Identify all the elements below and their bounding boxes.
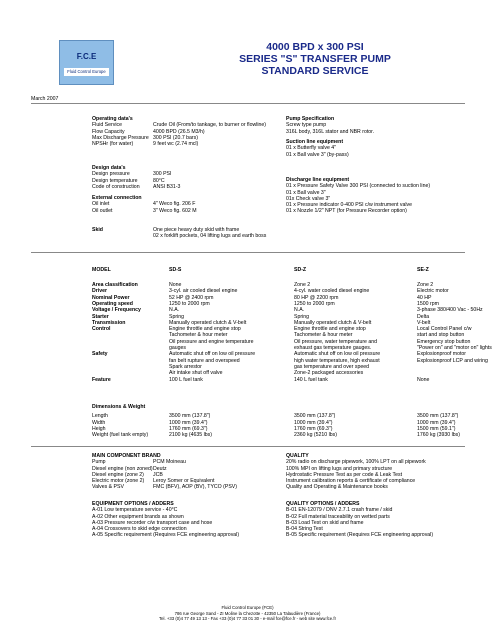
quality-section	[286, 453, 426, 491]
cell-line: Air intake shut off valve	[169, 370, 223, 377]
dimension-label: Heigh	[92, 425, 106, 432]
option-line: A-05 Specific requirement (Requires FCE engineering approval)	[92, 532, 240, 539]
cell-line: Explosionproof LCP and wiring	[417, 357, 488, 364]
spec-row: Flow Capacity 4000 BPD (26.5 M3/h)	[92, 128, 205, 135]
cell-line: Zone 2	[294, 282, 311, 288]
cell-line: Manually operated clutch & V-belt	[169, 319, 247, 326]
quality-line: Hydrostatic Pressure Test as per code & Leak Test	[286, 471, 403, 478]
suction-heading: Suction line equipment	[286, 139, 344, 145]
external-section	[92, 195, 197, 214]
cell-line: Engine throttle and engine stop	[294, 326, 366, 333]
pump-spec-heading: Pump Specification	[286, 116, 335, 122]
model-row-label: Area classification	[92, 282, 138, 288]
cell-line: gas temperature and over speed	[294, 363, 369, 370]
cell-line: 1250 to 2000 rpm	[294, 300, 335, 307]
spec-row: Fluid Service Crude Oil (From/to tankage, to burner or flowline)	[92, 122, 267, 129]
dimension-sds: 2100 kg (4635 lbs)	[169, 432, 212, 439]
dimension-sds: 3500 mm (137.8")	[169, 413, 211, 420]
cell-line: 52 HP @ 2400 rpm	[169, 294, 214, 301]
quality-line: 20% radio on discharge pipework, 100% LPT on all pipework	[286, 459, 426, 466]
cell-line: 100 L fuel tank	[169, 376, 203, 383]
spec-row: Design pressure 300 PSI	[92, 171, 172, 178]
cell-line: Local Control Panel c/w	[417, 326, 472, 333]
model-cell-sez	[417, 377, 429, 383]
dimension-sdz: 3500 mm (137.8")	[294, 413, 336, 420]
dimension-label: Weight (fuel tank empty)	[92, 432, 149, 439]
cell-line: 40 HP	[417, 294, 432, 301]
model-header-sez: SE-Z	[417, 267, 429, 273]
cell-line: V-belt	[417, 319, 431, 326]
cell-line: Automatic shut off on low oil pressure	[294, 351, 381, 358]
cell-line: 140 L fuel tank	[294, 376, 328, 383]
cell-line: Electric motor	[417, 288, 449, 295]
dimension-sez: 1500 mm (59.1")	[417, 425, 456, 432]
cell-line: Oil pressure and engine temperature	[169, 338, 254, 345]
option-line: B-01 EN-12079 / DNV 2.7.1 crash frame / skid	[286, 507, 393, 514]
quality-line: 100% MPI on lifting lugs and primary structure	[286, 465, 393, 472]
cell-line: Tachometer & hour meter	[169, 332, 228, 339]
cell-line: Zone 2	[417, 282, 434, 288]
dimension-sds: 1000 mm (39.4")	[169, 419, 208, 426]
cell-line: None	[417, 376, 430, 383]
cell-line: Zone-2 packaged accessories	[294, 370, 364, 377]
cell-line: high water temperature, high exhaust	[294, 357, 380, 364]
quality-options-section	[286, 501, 433, 539]
cell-line: Spring	[294, 313, 309, 320]
spec-line: 01 x Pressure indicator 0-400 PSI c/w instrument valve	[286, 202, 412, 209]
spec-line: Screw type pump	[286, 122, 327, 129]
dimensions-heading: Dimensions & Weight	[92, 404, 146, 410]
options-section	[92, 501, 239, 539]
external-heading: External connection	[92, 195, 142, 201]
dimension-sds: 1760 mm (69.3")	[169, 425, 208, 432]
spec-line: 01 x Ball valve 3" (by-pass)	[286, 151, 349, 158]
model-row-label: Feature	[92, 376, 111, 383]
cell-line: 3-phase 380/400 Vac - 50Hz	[417, 307, 483, 314]
dimension-row	[92, 432, 460, 439]
dimension-sdz: 1000 mm (39.4")	[294, 419, 333, 426]
cell-line: fan belt rupture and overspeed	[169, 357, 240, 364]
cell-line: gauges	[169, 344, 187, 351]
brand-section	[92, 453, 237, 491]
cell-line: Tachometer & hour meter	[294, 332, 353, 339]
brand-heading: MAIN COMPONENT BRAND	[92, 453, 161, 459]
cell-line: Explosionproof motor	[417, 351, 467, 358]
cell-line: None	[169, 282, 182, 288]
spec-row: Design temperature 80°C	[92, 177, 165, 184]
dimension-sdz: 1760 mm (69.3")	[294, 425, 333, 432]
brand-row: Valves & PSV FMC (BFV), AOP (BV), TYCO (PSV)	[92, 484, 237, 491]
footer-address: 786 rue George Sand - ZI Moline la Chezotte - 42350 La Talaudière (France)	[174, 610, 321, 616]
cell-line: Automatic shut off on low oil pressure	[169, 351, 256, 358]
model-cell-sdz	[294, 351, 380, 376]
brand-row: Electric motor (zone 2) Leroy Somer or Equivalent	[92, 478, 215, 485]
quality-heading: QUALITY	[286, 453, 309, 459]
title-line: SERIES "S" TRANSFER PUMP	[239, 53, 391, 65]
spec-row: Oil outlet 3" Weco fig. 602 M	[92, 207, 197, 214]
dimension-sez: 1760 kg (3930 lbs)	[417, 432, 460, 439]
option-line: B-05 Specific requirement (Requires FCE engineering approval)	[286, 532, 434, 539]
brand-row: Diesel engine (non zoned)Deutz	[92, 465, 167, 472]
option-line: A-01 Low temperature service - 40°C	[92, 507, 178, 514]
option-line: A-02 Other equipment brands as shown	[92, 513, 184, 520]
cell-line: N.A.	[169, 307, 180, 314]
dimension-sez: 3500 mm (137.8")	[417, 413, 459, 420]
logo-subtitle: Fluid Control Europe	[64, 68, 109, 76]
cell-line: Emergency stop button	[417, 338, 471, 345]
logo-title: F.C.E	[76, 52, 97, 61]
spec-line: 01 x Ball valve 3"	[286, 189, 326, 196]
cell-line: 4-cyl. water cooled diesel engine	[294, 288, 370, 295]
spec-row: 02 x forklift pockets, 04 lifting lugs and earth boss	[153, 233, 267, 240]
model-row-label: Control	[92, 326, 111, 333]
document-date: March 2007	[31, 96, 59, 102]
spec-row: Oil inlet 4" Weco fig. 206 F	[92, 201, 196, 208]
header-divider	[31, 103, 465, 104]
section-divider	[31, 252, 465, 253]
discharge-heading: Discharge line equipment	[286, 177, 350, 183]
model-row-label: Safety	[92, 351, 108, 358]
design-section	[92, 165, 180, 190]
pump-spec-section	[286, 116, 374, 135]
model-header-label: MODEL	[92, 267, 111, 273]
cell-line: start and stop button	[417, 332, 465, 339]
cell-line: Spring	[169, 313, 184, 320]
dimensions-rows	[92, 413, 460, 439]
dimensions-section	[92, 404, 460, 439]
skid-section	[92, 227, 266, 240]
cell-line: Manually operated clutch & V-belt	[294, 319, 372, 326]
spec-row: Max Discharge Pressure 300 PSI (20.7 bars)	[92, 134, 198, 141]
spec-row: NPSHr (for water) 9 feet wc (2.74 mcl)	[92, 141, 199, 148]
cell-line: Oil pressure, water temperature and	[294, 338, 378, 345]
model-row-label: Driver	[92, 288, 107, 295]
footer-company: Fluid Control Europe (FCE)	[221, 605, 274, 610]
spec-row: Skid One piece heavy duty skid with frame	[92, 227, 240, 233]
dimension-label: Width	[92, 419, 106, 426]
spec-line: 01 x Pressure Safety Valve 300 PSI (connected to suction line)	[286, 183, 431, 190]
document-title	[200, 41, 430, 77]
spec-line: 01 x Nozzle 1/2" NPT (for Pressure Recorder option)	[286, 208, 407, 215]
footer-contact: Tel. +33 (0)4 77 49 13 13 - Fax +33 (0)4 77 33 01 30 - e-mail fce@fce.fr - web site www.fce.fr	[158, 616, 337, 621]
brand-row: Diesel engine (zone 2) JCB	[92, 471, 163, 478]
quality-options-heading: QUALITY OPTIONS / ADDERS	[286, 501, 360, 507]
title-line: STANDARD SERVICE	[261, 65, 369, 77]
option-line: A-03 Pressure recorder c/w transport case and hose	[92, 519, 213, 526]
model-row-label: Voltage / Frequency	[92, 307, 141, 314]
spec-line: 01x Check valve 3"	[286, 195, 331, 202]
model-cell-sdz	[294, 377, 328, 383]
quality-line: Instrument calibration reports & certificate of compliance	[286, 478, 416, 485]
spec-row: Code of construction ANSI B31-3	[92, 183, 181, 190]
footer	[0, 605, 495, 622]
spec-line: 01 x Butterfly valve 4"	[286, 145, 336, 152]
suction-section	[286, 139, 349, 158]
quality-line: Quality and Operating & Maintenance books	[286, 484, 388, 491]
model-cell-sdz	[294, 326, 377, 351]
dimension-sez: 1000 mm (39.4")	[417, 419, 456, 426]
title-line: 4000 BPD x 300 PSI	[266, 41, 364, 53]
model-row-label: Starter	[92, 313, 109, 320]
model-row-label: Nominal Power	[92, 294, 130, 301]
options-heading: EQUIPMENT OPTIONS / ADDERS	[92, 501, 174, 507]
model-cell-sez	[417, 326, 492, 351]
cell-line: 1500 rpm	[417, 300, 439, 307]
cell-line: 1250 to 2000 rpm	[169, 300, 210, 307]
cell-line: 80 HP @ 2200 rpm	[294, 294, 339, 301]
model-cell-sds	[169, 377, 203, 383]
model-header-sds: SD-S	[169, 267, 182, 273]
cell-line: Delta	[417, 313, 430, 320]
cell-line: Spark arrestor	[169, 363, 202, 370]
model-cell-sds	[169, 351, 255, 376]
dimension-sdz: 2360 kg (5210 lbs)	[294, 432, 337, 439]
cell-line: "Power on" and "motor on" lights	[417, 344, 492, 351]
discharge-section	[286, 177, 430, 215]
spec-line: 316L body, 316L stator and NBR rotor.	[286, 128, 375, 135]
model-header-sdz: SD-Z	[294, 267, 307, 273]
brand-row: Pump PCM Moineau	[92, 459, 186, 466]
option-line: A-04 Crossovers to skid edge connection	[92, 526, 187, 533]
model-row-label: Transmission	[92, 319, 126, 326]
company-logo	[59, 40, 114, 85]
design-heading: Design data's	[92, 165, 126, 171]
cell-line: Engine throttle and engine stop	[169, 326, 241, 333]
option-line: B-04 String Test	[286, 526, 323, 533]
model-row-label: Operating speed	[92, 300, 133, 307]
option-line: B-02 Full material traceability on wetted parts	[286, 513, 390, 520]
model-cell-sds	[169, 326, 254, 351]
option-line: B-03 Load Test on skid and frame	[286, 519, 364, 526]
cell-line: 3-cyl. air cooled diesel engine	[169, 288, 238, 295]
cell-line: exhaust gas temperature gauges.	[294, 344, 372, 351]
operating-section	[92, 116, 266, 147]
cell-line: N.A.	[294, 307, 305, 314]
section-divider	[31, 446, 465, 447]
model-cell-sez	[417, 351, 488, 364]
dimension-label: Length	[92, 413, 108, 420]
operating-heading: Operating data's	[92, 116, 133, 122]
